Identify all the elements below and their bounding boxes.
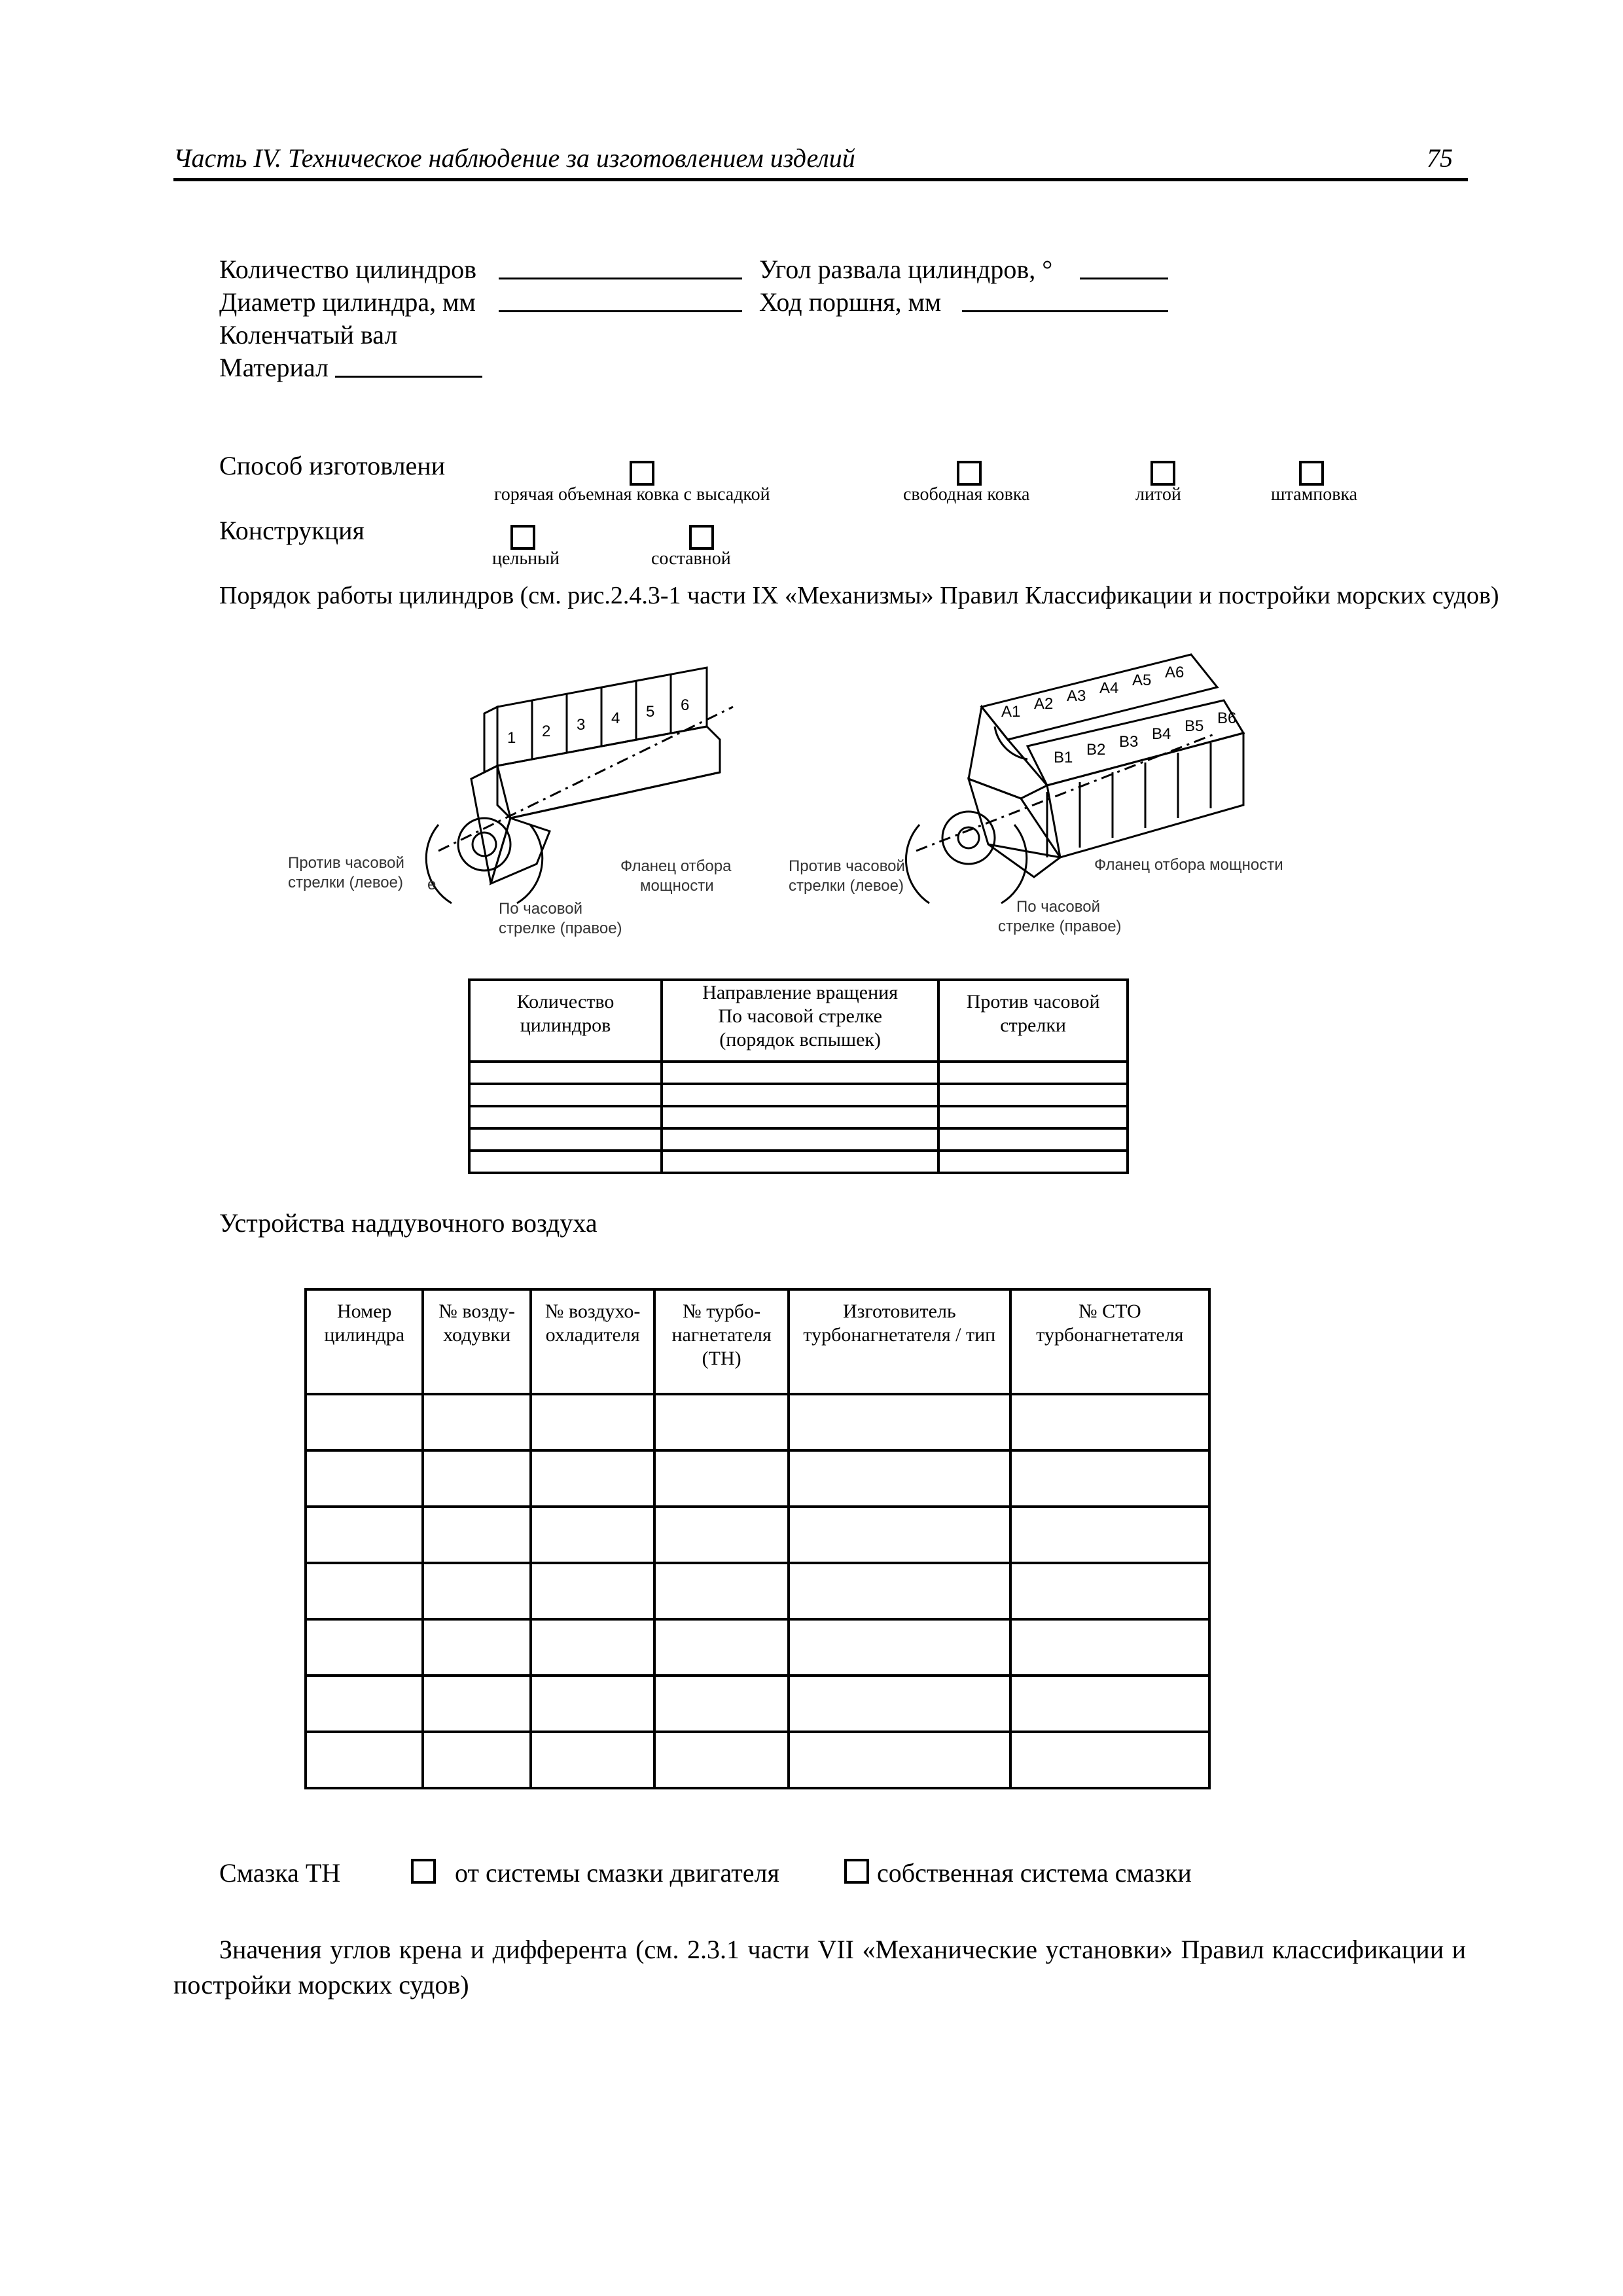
- cell[interactable]: [789, 1676, 1010, 1732]
- table-row: [306, 1732, 1209, 1788]
- option-stamping-label: штамповка: [1271, 484, 1358, 505]
- cell[interactable]: [1010, 1563, 1209, 1619]
- cell[interactable]: [306, 1676, 423, 1732]
- cell[interactable]: [662, 1106, 938, 1128]
- turbo-header-sto-line1: № СТО: [1078, 1300, 1141, 1322]
- left-cyl-1: 1: [507, 729, 516, 747]
- bank-a-3: A3: [1067, 687, 1086, 705]
- left-cyl-6: 6: [681, 696, 690, 714]
- rotation-header-cw: [662, 980, 938, 1062]
- turbo-header-sto: [1010, 1289, 1209, 1394]
- option-free-forging-label: свободная ковка: [903, 484, 1030, 505]
- ccw-label-left-1: Против часовой: [288, 854, 404, 872]
- cell[interactable]: [423, 1563, 530, 1619]
- table-row: [469, 1062, 1128, 1084]
- table-row: [469, 1106, 1128, 1128]
- turbo-header-maker: [789, 1289, 1010, 1394]
- bank-a-1: A1: [1001, 703, 1021, 721]
- option-hot-forging-label: горячая объемная ковка с высадкой: [494, 484, 770, 505]
- left-cyl-5: 5: [646, 703, 655, 721]
- turbo-header-maker-line1: Изготовитель: [842, 1300, 956, 1322]
- cell[interactable]: [423, 1394, 530, 1450]
- cyl-count-input-line[interactable]: [499, 255, 742, 279]
- page-header-title: Часть IV. Техническое наблюдение за изготовлением изделий: [173, 143, 855, 173]
- turbo-header-maker-line2: турбонагнетателя / тип: [803, 1324, 996, 1346]
- turbo-header-cooler-line1: № воздухо-: [544, 1300, 641, 1322]
- turbo-header-cylinder: [306, 1289, 423, 1394]
- cell[interactable]: [423, 1450, 530, 1507]
- cell[interactable]: [654, 1507, 788, 1563]
- cell[interactable]: [938, 1084, 1128, 1106]
- field-material-label: Материал: [219, 353, 329, 382]
- field-bank-angle: [759, 254, 1052, 285]
- cell[interactable]: [1010, 1619, 1209, 1676]
- cell[interactable]: [531, 1619, 655, 1676]
- turbo-header-sto-line2: турбонагнетателя: [1036, 1324, 1184, 1346]
- flange-label-left-2: мощности: [640, 877, 714, 895]
- checkbox-built-up[interactable]: [689, 525, 714, 550]
- cell[interactable]: [662, 1128, 938, 1151]
- table-row: [306, 1507, 1209, 1563]
- rotation-header-ccw: [938, 980, 1128, 1062]
- cw-label-left-2: стрелке (правое): [499, 920, 622, 937]
- cell[interactable]: [306, 1732, 423, 1788]
- page-number: 75: [1427, 143, 1453, 173]
- field-bank-angle-label: Угол развала цилиндров, °: [759, 255, 1053, 284]
- cell[interactable]: [938, 1128, 1128, 1151]
- table-row: [469, 1128, 1128, 1151]
- firing-order-text: Порядок работы цилиндров (см. рис.2.4.3-1 части IX «Механизмы» Правил Классификации и постройки морских судов): [219, 582, 1499, 609]
- cell[interactable]: [654, 1676, 788, 1732]
- cell[interactable]: [531, 1450, 655, 1507]
- rotation-header-count: [469, 980, 662, 1062]
- cw-label-right-1: По часовой: [1016, 898, 1100, 916]
- left-cyl-4: 4: [611, 709, 620, 727]
- cell[interactable]: [938, 1062, 1128, 1084]
- left-cyl-3: 3: [577, 716, 586, 734]
- stroke-input-line[interactable]: [962, 288, 1168, 312]
- cell[interactable]: [662, 1062, 938, 1084]
- flange-label-right: Фланец отбора мощности: [1094, 856, 1283, 874]
- cell[interactable]: [1010, 1394, 1209, 1450]
- turbo-table: [304, 1288, 1211, 1789]
- checkbox-free-forging[interactable]: [957, 461, 982, 486]
- table-row: [306, 1619, 1209, 1676]
- header-rule: [173, 178, 1468, 181]
- table-row: [306, 1394, 1209, 1450]
- cell[interactable]: [654, 1619, 788, 1676]
- cell[interactable]: [423, 1507, 530, 1563]
- cw-label-right-2: стрелке (правое): [998, 918, 1122, 935]
- cell[interactable]: [789, 1394, 1010, 1450]
- turbo-header-blower-line2: ходувки: [443, 1324, 511, 1346]
- checkbox-own-lube[interactable]: [844, 1859, 869, 1884]
- bank-b-4: B4: [1152, 725, 1171, 743]
- turbo-header-blower: [423, 1289, 530, 1394]
- ccw-label-left-2: стрелки (левое): [288, 874, 403, 891]
- turbo-header-turbo-no-line2: нагнетателя: [671, 1324, 772, 1346]
- cell[interactable]: [469, 1106, 662, 1128]
- rotation-table: [468, 978, 1129, 1174]
- rotation-header-ccw-line1: Против часовой: [966, 991, 1100, 1013]
- cell[interactable]: [789, 1732, 1010, 1788]
- cell[interactable]: [654, 1450, 788, 1507]
- cell[interactable]: [423, 1619, 530, 1676]
- turbo-header-cylinder-line1: Номер: [337, 1300, 392, 1322]
- cell[interactable]: [469, 1128, 662, 1151]
- cell[interactable]: [654, 1563, 788, 1619]
- bank-b-2: B2: [1086, 741, 1106, 759]
- stray-mark: e: [427, 876, 437, 893]
- table-row: [469, 1151, 1128, 1173]
- cw-label-left-1: По часовой: [499, 900, 582, 918]
- bank-b-5: B5: [1185, 717, 1204, 735]
- bank-a-4: A4: [1099, 679, 1119, 697]
- cell[interactable]: [1010, 1676, 1209, 1732]
- cell[interactable]: [789, 1619, 1010, 1676]
- cell[interactable]: [654, 1732, 788, 1788]
- rotation-header-count-line1: Количество: [516, 991, 615, 1013]
- field-stroke: [759, 287, 941, 317]
- checkbox-hot-forging[interactable]: [630, 461, 654, 486]
- checkbox-engine-lube[interactable]: [411, 1859, 436, 1884]
- option-solid-label: цельный: [492, 548, 560, 569]
- manufacturing-label: Способ изготовлени: [219, 451, 446, 480]
- cell[interactable]: [306, 1394, 423, 1450]
- cell[interactable]: [531, 1507, 655, 1563]
- turbo-header-cylinder-line2: цилиндра: [324, 1324, 405, 1346]
- cyl-diameter-input-line[interactable]: [499, 288, 742, 312]
- rotation-header-count-line2: цилиндров: [520, 1014, 611, 1036]
- bank-b-3: B3: [1119, 733, 1139, 751]
- cell[interactable]: [1010, 1732, 1209, 1788]
- material-input-line[interactable]: [335, 353, 482, 378]
- option-cast-label: литой: [1135, 484, 1181, 505]
- bank-a-2: A2: [1034, 695, 1054, 713]
- cell[interactable]: [789, 1507, 1010, 1563]
- engine-figure: [275, 628, 1322, 956]
- construction-label: Конструкция: [219, 516, 365, 545]
- ccw-label-right-2: стрелки (левое): [789, 877, 904, 895]
- cell[interactable]: [469, 1151, 662, 1173]
- field-cyl-count: [219, 254, 476, 285]
- field-cyl-diameter: [219, 287, 476, 317]
- cell[interactable]: [306, 1563, 423, 1619]
- turbo-header-cooler: [531, 1289, 655, 1394]
- table-row: [469, 1084, 1128, 1106]
- cell[interactable]: [531, 1732, 655, 1788]
- ccw-label-right-1: Против часовой: [789, 857, 905, 875]
- table-row: [306, 1676, 1209, 1732]
- field-stroke-label: Ход поршня, мм: [759, 287, 942, 317]
- turbo-header-cooler-line2: охладителя: [545, 1324, 640, 1346]
- cell[interactable]: [306, 1619, 423, 1676]
- turbo-header-turbo-no: [654, 1289, 788, 1394]
- flange-label-left-1: Фланец отбора: [620, 857, 732, 875]
- cell[interactable]: [531, 1563, 655, 1619]
- bank-angle-input-line[interactable]: [1080, 255, 1168, 279]
- option-built-up-label: составной: [651, 548, 731, 569]
- cell[interactable]: [662, 1151, 938, 1173]
- table-row: [306, 1450, 1209, 1507]
- rotation-header-cw-line3: (порядок вспышек): [719, 1029, 881, 1050]
- cell[interactable]: [469, 1062, 662, 1084]
- cell[interactable]: [423, 1732, 530, 1788]
- cell[interactable]: [1010, 1507, 1209, 1563]
- turbo-table-header: [306, 1289, 1209, 1394]
- table-row: [306, 1563, 1209, 1619]
- option-engine-lube-label: от системы смазки двигателя: [455, 1858, 779, 1888]
- cell[interactable]: [306, 1450, 423, 1507]
- bank-b-6: B6: [1217, 709, 1237, 727]
- turbo-header-turbo-no-line3: (ТН): [702, 1348, 741, 1369]
- cell[interactable]: [789, 1563, 1010, 1619]
- field-cyl-count-label: Количество цилиндров: [219, 255, 477, 284]
- bank-a-5: A5: [1132, 672, 1152, 689]
- cell[interactable]: [531, 1394, 655, 1450]
- cell[interactable]: [654, 1394, 788, 1450]
- cell[interactable]: [469, 1084, 662, 1106]
- field-material: [219, 352, 329, 383]
- cell[interactable]: [938, 1151, 1128, 1173]
- rotation-table-header: [469, 980, 1128, 1062]
- field-cyl-diameter-label: Диаметр цилиндра, мм: [219, 287, 476, 317]
- cell[interactable]: [1010, 1450, 1209, 1507]
- rotation-header-ccw-line2: стрелки: [1000, 1014, 1066, 1036]
- rotation-header-cw-line2: По часовой стрелке: [718, 1005, 882, 1027]
- left-cyl-2: 2: [542, 723, 551, 740]
- turbo-header-turbo-no-line1: № турбо-: [683, 1300, 761, 1322]
- cell[interactable]: [423, 1676, 530, 1732]
- cell[interactable]: [306, 1507, 423, 1563]
- cell[interactable]: [789, 1450, 1010, 1507]
- turbo-title: Устройства наддувочного воздуха: [219, 1208, 597, 1238]
- cell[interactable]: [531, 1676, 655, 1732]
- bank-a-6: A6: [1165, 664, 1185, 681]
- checkbox-solid[interactable]: [510, 525, 535, 550]
- option-own-lube-label: собственная система смазки: [877, 1858, 1192, 1888]
- turbo-header-blower-line1: № возду-: [438, 1300, 515, 1322]
- bank-b-1: B1: [1054, 749, 1073, 766]
- checkbox-cast[interactable]: [1150, 461, 1175, 486]
- lubrication-label: Смазка ТН: [219, 1858, 341, 1888]
- cell[interactable]: [662, 1084, 938, 1106]
- cell[interactable]: [938, 1106, 1128, 1128]
- field-crankshaft: Коленчатый вал: [219, 320, 398, 350]
- checkbox-stamping[interactable]: [1299, 461, 1324, 486]
- heel-trim-paragraph: Значения углов крена и дифферента (см. 2.3.1 части VII «Механические установки» Правил классификации и постройки морских судов): [173, 1935, 1466, 2000]
- rotation-header-cw-line1: Направление вращения: [702, 982, 898, 1003]
